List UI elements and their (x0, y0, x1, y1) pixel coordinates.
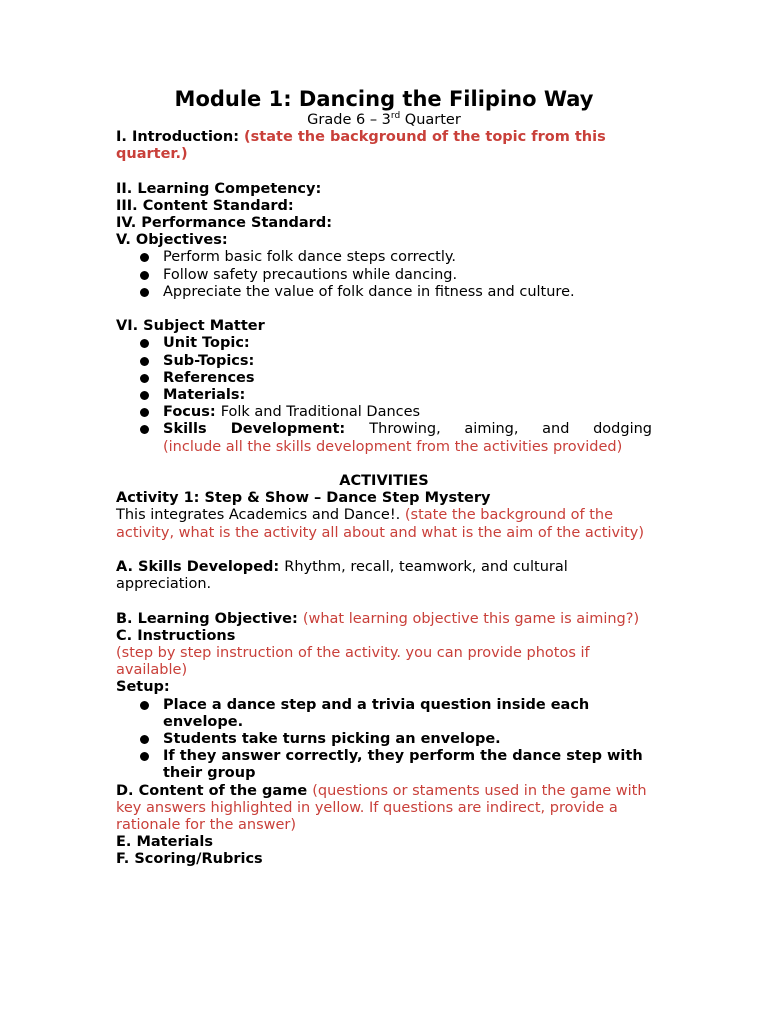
list-item: Students take turns picking an envelope. (140, 731, 652, 748)
skills-developed-label: A. Skills Developed: (116, 559, 285, 576)
skills-developed (116, 559, 652, 593)
module-title: Module 1: Dancing the Filipino Way (174, 87, 594, 111)
spacer (116, 456, 652, 473)
learning-objective (116, 611, 652, 628)
list-item: Perform basic folk dance steps correctly. (140, 249, 652, 266)
scoring-heading: F. Scoring/Rubrics (116, 851, 263, 868)
instructions-heading: C. Instructions (116, 627, 236, 644)
learning-objective-label: B. Learning Objective: (116, 610, 303, 627)
content-of-game-note: (questions or staments used in the game with key answers highlighted in yellow. If questions are indirect, provide a rationale for the answer) (116, 782, 647, 834)
list-item: Sub-Topics: (140, 353, 652, 370)
activity-description-note: (state the background of the activity, what is the activity all about and what is the aim of the activity) (116, 507, 645, 541)
materials-heading: E. Materials (116, 834, 213, 851)
learning-objective-note: (what learning objective this game is aiming?) (302, 610, 640, 627)
spacer (116, 163, 652, 180)
activity-description (116, 507, 652, 541)
subtitle-sup: rd (390, 111, 401, 122)
spacer (116, 542, 652, 559)
instructions-note: (step by step instruction of the activity. you can provide photos if available) (116, 645, 590, 679)
activity-description-text: This integrates Academics and Dance!. (116, 507, 405, 524)
content-of-game-label: D. Content of the game (116, 782, 313, 799)
list-item: Place a dance step and a trivia question inside each envelope. (140, 697, 652, 731)
content-standard-heading: III. Content Standard: (116, 197, 294, 214)
objectives-heading: V. Objectives: (116, 232, 228, 249)
learning-competency-heading: II. Learning Competency: (116, 180, 322, 197)
performance-standard-heading: IV. Performance Standard: (116, 215, 333, 231)
setup-heading: Setup: (116, 679, 170, 696)
spacer (116, 593, 652, 610)
document-body (116, 86, 652, 869)
list-item: If they answer correctly, they perform the dance step with their group (140, 748, 652, 782)
activity-title: Activity 1: Step & Show – Dance Step Mystery (116, 490, 491, 507)
subtitle-suffix: Quarter (400, 112, 461, 128)
list-item: References (140, 370, 652, 387)
focus-value: Folk and Traditional Dances (220, 404, 421, 421)
skills-development-label: Skills Development: (163, 421, 370, 438)
module-subtitle (116, 112, 652, 129)
introduction (116, 129, 652, 163)
focus-label: Focus: (163, 404, 221, 421)
skills-development-note: (include all the skills development from the activities provided) (163, 438, 623, 455)
list-item: Materials: (140, 387, 652, 404)
introduction-note: (state the background of the topic from this quarter.) (116, 129, 606, 163)
subject-matter-list (116, 335, 652, 455)
activities-heading: ACTIVITIES (339, 473, 429, 490)
skills-development-line (163, 421, 652, 438)
spacer (116, 301, 652, 318)
skills-development-value: Throwing, aiming, and dodging (369, 421, 652, 438)
introduction-label: I. Introduction: (116, 129, 245, 145)
list-item: Unit Topic: (140, 335, 652, 352)
subject-matter-heading: VI. Subject Matter (116, 318, 265, 335)
list-item (140, 421, 652, 455)
content-of-game (116, 783, 652, 835)
skills-developed-value: Rhythm, recall, teamwork, and cultural appreciation. (116, 559, 568, 593)
list-item: Appreciate the value of folk dance in fitness and culture. (140, 284, 652, 301)
subtitle-prefix: Grade 6 – 3 (307, 112, 391, 128)
list-item: Follow safety precautions while dancing. (140, 267, 652, 284)
list-item (140, 404, 652, 421)
setup-list (116, 697, 652, 783)
objectives-list (116, 249, 652, 301)
